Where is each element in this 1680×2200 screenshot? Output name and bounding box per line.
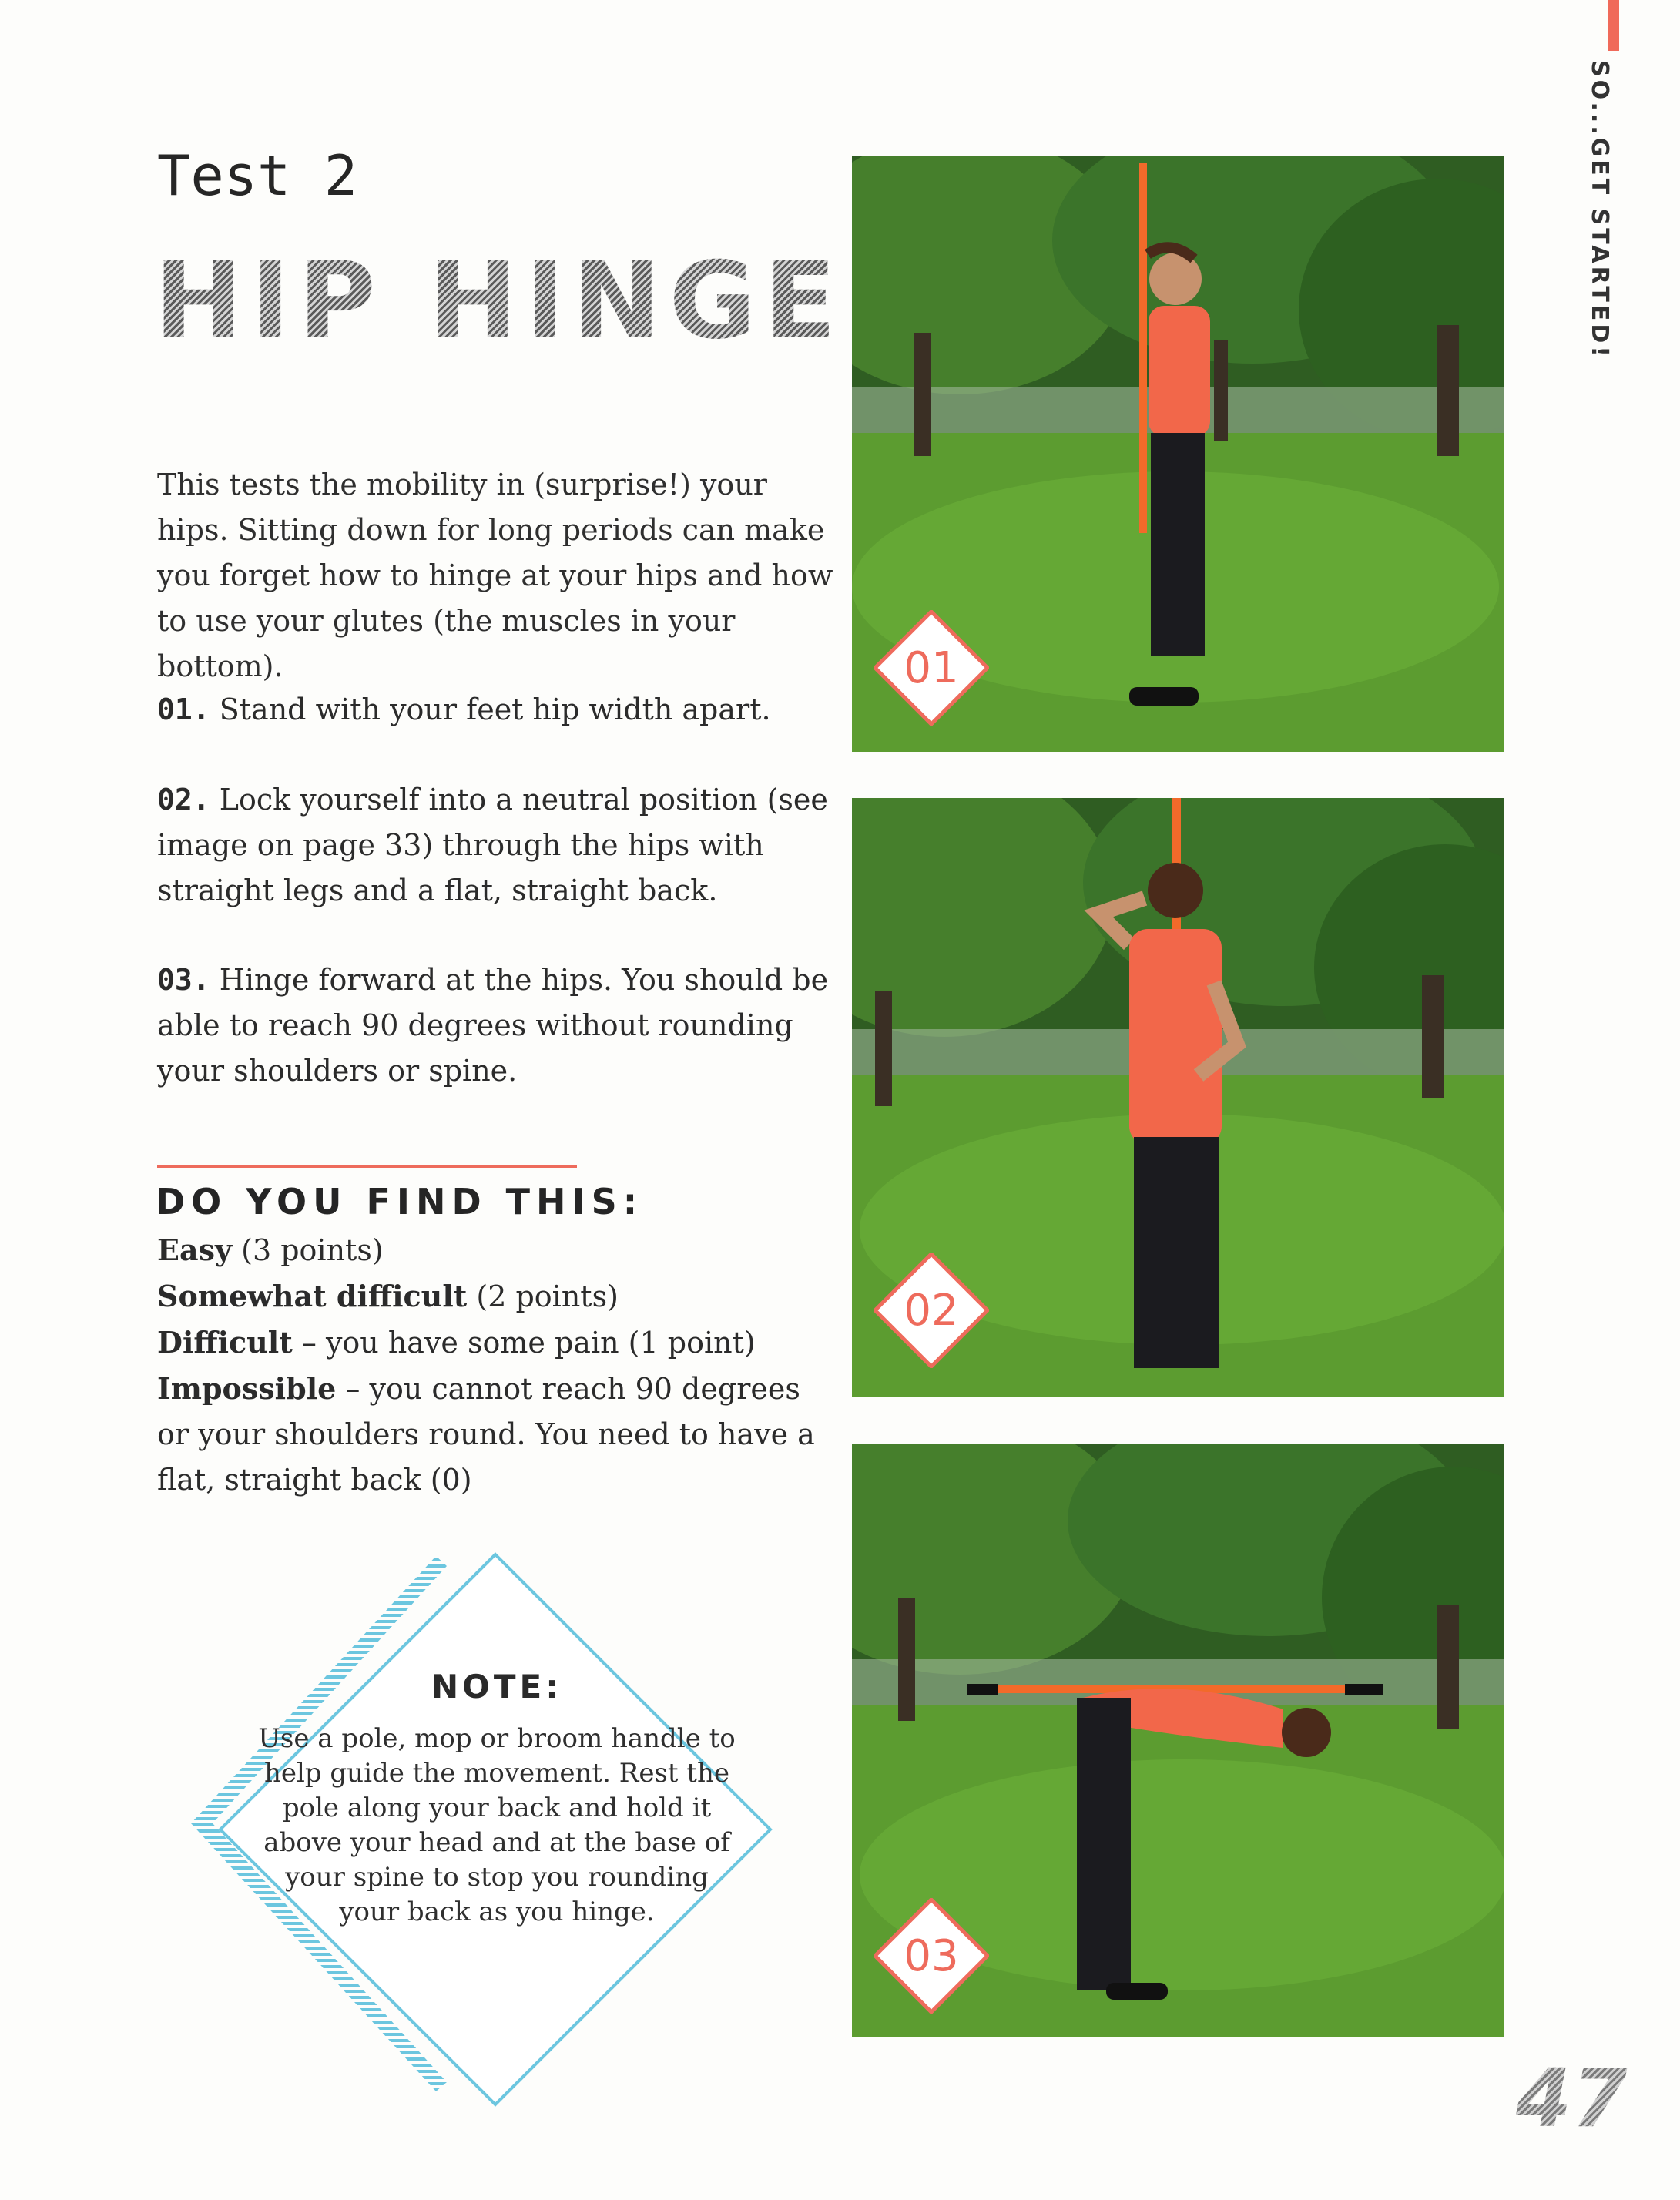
rating-detail: – you have some pain (1 point) xyxy=(292,1326,756,1360)
rating-detail: (2 points) xyxy=(467,1279,619,1313)
intro-paragraph: This tests the mobility in (surprise!) your hips. Sitting down for long periods can make you forget how to hinge at your hips and how to use your glutes (the muscles in your bottom). xyxy=(157,468,833,683)
rating-item xyxy=(157,1227,835,1273)
step-2 xyxy=(157,777,835,914)
section-divider xyxy=(157,1165,577,1168)
rating-list xyxy=(157,1227,835,1503)
photo-step-3 xyxy=(852,1444,1504,2037)
photo-step-2 xyxy=(852,798,1504,1397)
rating-label: Impossible xyxy=(157,1371,337,1406)
test-label: Test 2 xyxy=(157,143,358,208)
step-number: 02. xyxy=(157,783,210,817)
rating-item xyxy=(157,1320,835,1366)
side-tab-label: SO...GET STARTED! xyxy=(1586,60,1613,360)
step-text: Stand with your feet hip width apart. xyxy=(219,693,771,726)
side-tab-marker xyxy=(1608,0,1619,51)
note-title: NOTE: xyxy=(431,1668,562,1705)
page-title: HIP HINGE xyxy=(154,239,844,363)
step-badge: 03 xyxy=(904,1930,959,1981)
step-text: Hinge forward at the hips. You should be able to reach 90 degrees without rounding your shoulders or spine. xyxy=(157,963,829,1088)
note-text: Use a pole, mop or broom handle to help guide the movement. Rest the pole along your back and hold it above your head and at the base of your spine to stop you rounding your back as you hinge. xyxy=(258,1723,736,1927)
rating-item xyxy=(157,1366,835,1503)
rating-detail: – you cannot reach 90 degrees or your shoulders round. You need to have a flat, straight back (0) xyxy=(157,1372,815,1497)
rating-heading: DO YOU FIND THIS: xyxy=(156,1181,644,1222)
step-3 xyxy=(157,957,835,1094)
rating-item xyxy=(157,1273,835,1320)
rating-detail: (3 points) xyxy=(232,1233,384,1267)
page-number: 47 xyxy=(1516,2051,1628,2145)
step-badge: 01 xyxy=(904,642,959,693)
rating-label: Difficult xyxy=(157,1325,293,1360)
step-1 xyxy=(157,687,835,733)
step-number: 03. xyxy=(157,963,210,997)
step-badge: 02 xyxy=(904,1285,959,1336)
rating-label: Easy xyxy=(157,1232,233,1267)
photo-step-1 xyxy=(852,156,1504,752)
step-number: 01. xyxy=(157,693,210,726)
step-text: Lock yourself into a neutral position (see image on page 33) through the hips with straight legs and a flat, straight back. xyxy=(157,783,828,907)
rating-label: Somewhat difficult xyxy=(157,1279,468,1313)
